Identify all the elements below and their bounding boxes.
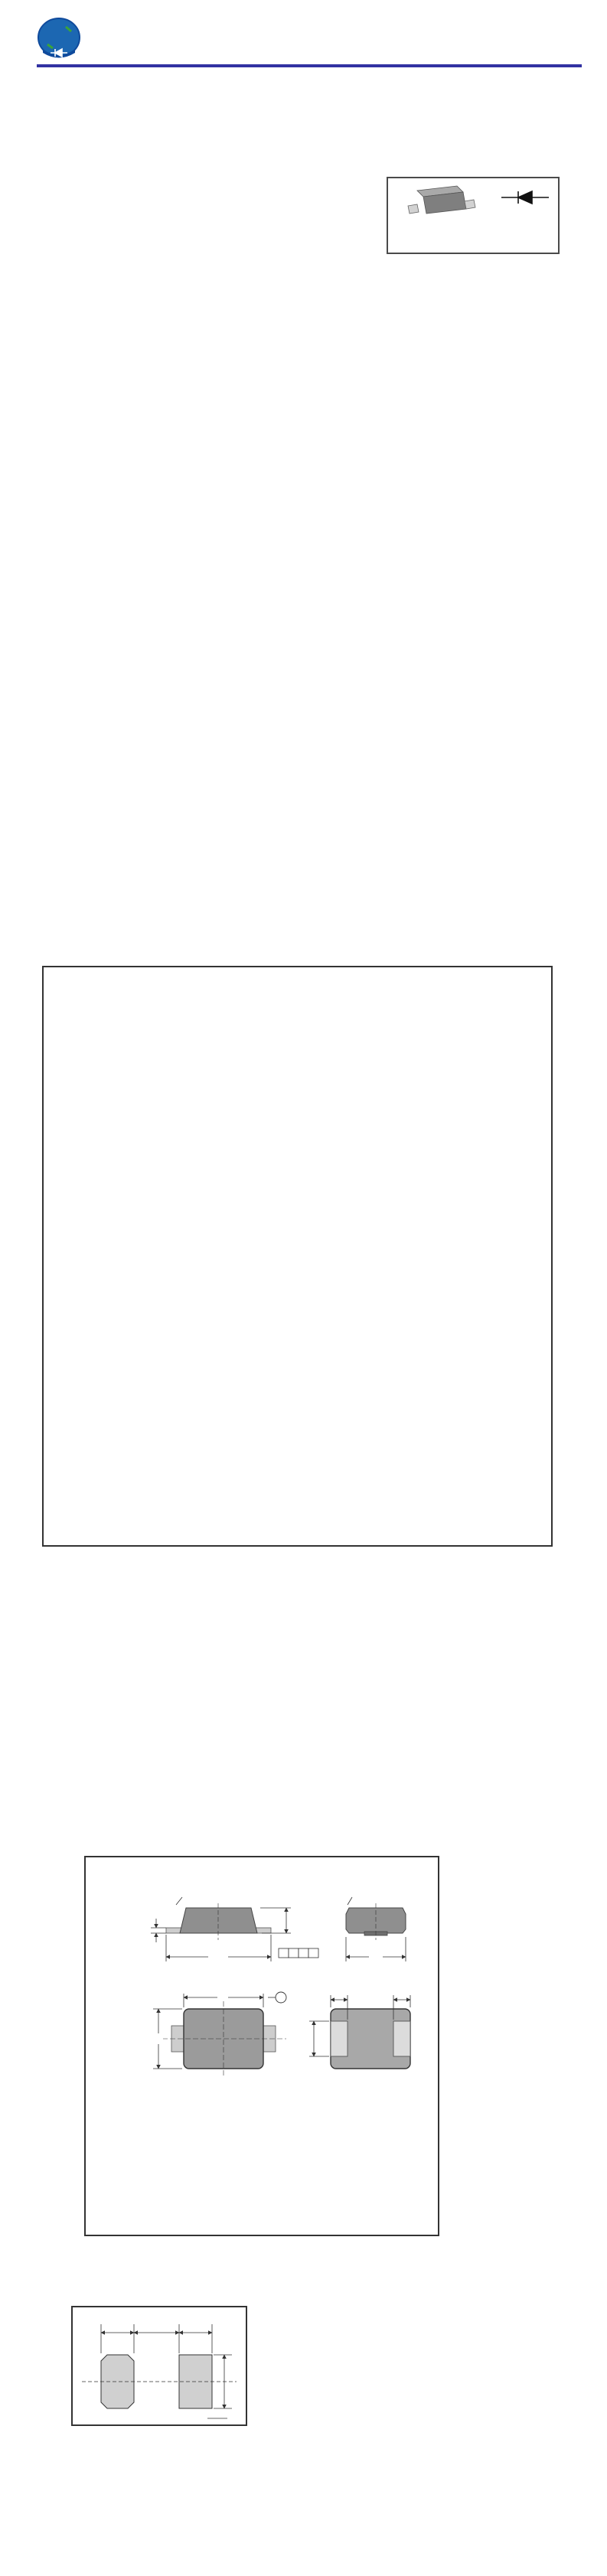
mounting-pad-box: [71, 2306, 247, 2426]
package-outline-drawing-box: [84, 1856, 439, 2236]
figures-box: [42, 966, 553, 1547]
package-drawing-icon: [399, 181, 483, 220]
tolerance-frame: [279, 1948, 318, 1958]
page-3: [0, 1720, 607, 2576]
page-1: [0, 0, 607, 859]
side-view: [151, 1903, 318, 1961]
package-outline-box: [387, 177, 560, 254]
mounting-pad-drawing: [73, 2307, 246, 2424]
header-rule: [37, 64, 582, 67]
top-view: [153, 1992, 286, 2076]
end-view: [346, 1903, 406, 1961]
package-views-drawing: [86, 1871, 438, 2101]
page-header: [0, 0, 607, 73]
logo-icon: [37, 17, 84, 61]
company-logo: [37, 17, 87, 61]
diode-symbol-icon: [501, 189, 549, 206]
bottom-view: [309, 1995, 410, 2069]
page-2: [0, 859, 607, 1720]
